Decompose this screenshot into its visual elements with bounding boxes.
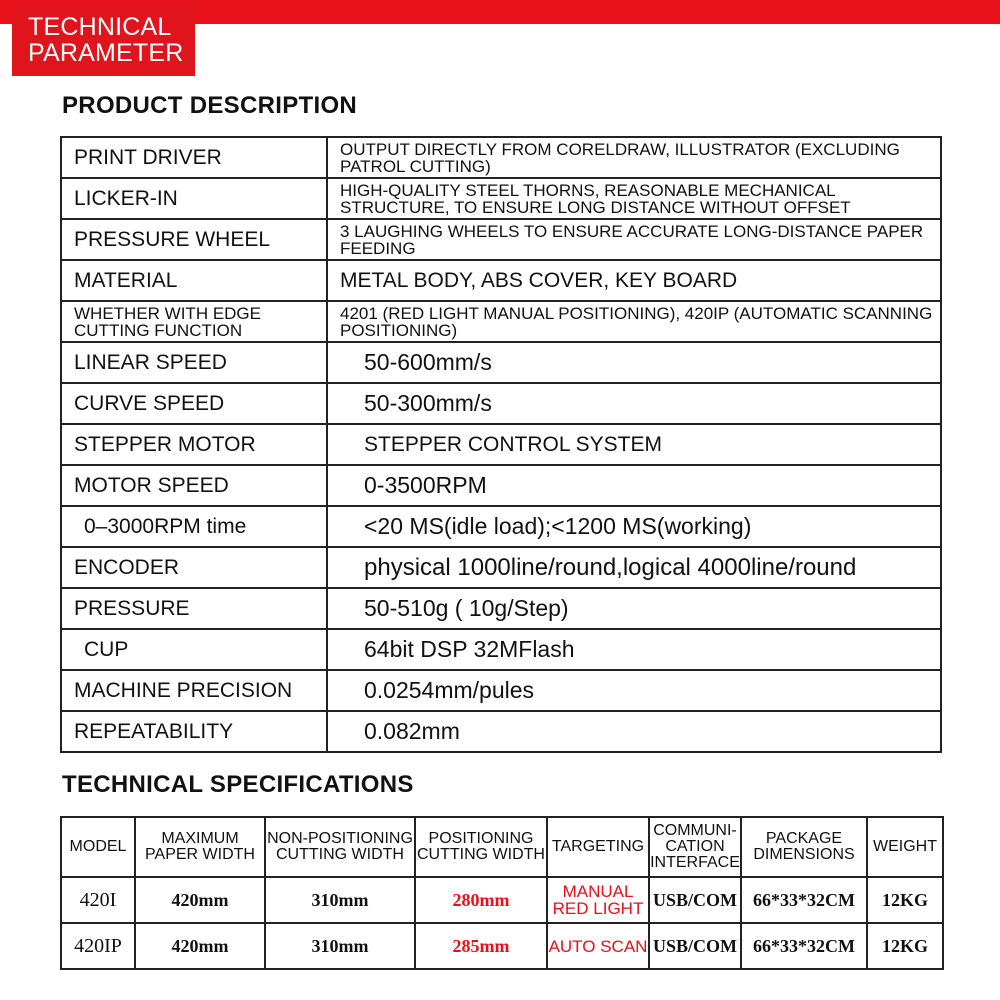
technical-specifications-title: TECHNICAL SPECIFICATIONS	[62, 771, 414, 798]
column-header: PACKAGE DIMENSIONS	[741, 817, 867, 877]
cell-model: 420IP	[61, 923, 135, 969]
table-row	[61, 547, 941, 588]
row-key: STEPPER MOTOR	[61, 424, 327, 465]
row-value: <20 MS(idle load);<1200 MS(working)	[327, 506, 941, 547]
row-key: ENCODER	[61, 547, 327, 588]
table-row	[61, 629, 941, 670]
cell-interface: USB/COM	[649, 923, 741, 969]
row-value: 50-510g ( 10g/Step)	[327, 588, 941, 629]
row-key: PRESSURE WHEEL	[61, 219, 327, 260]
row-key: MACHINE PRECISION	[61, 670, 327, 711]
row-value: METAL BODY, ABS COVER, KEY BOARD	[327, 260, 941, 301]
table-row	[61, 383, 941, 424]
row-key: WHETHER WITH EDGE CUTTING FUNCTION	[61, 301, 327, 342]
table-row	[61, 588, 941, 629]
row-value: STEPPER CONTROL SYSTEM	[327, 424, 941, 465]
table-row	[61, 506, 941, 547]
table-row	[61, 260, 941, 301]
product-description-table	[60, 136, 942, 753]
table-row	[61, 301, 941, 342]
column-header: TARGETING	[547, 817, 649, 877]
cell-positioning-width: 285mm	[415, 923, 547, 969]
table-row	[61, 424, 941, 465]
table-row	[61, 877, 943, 923]
table-row	[61, 178, 941, 219]
column-header: POSITIONING CUTTING WIDTH	[415, 817, 547, 877]
row-value: 4201 (RED LIGHT MANUAL POSITIONING), 420IP (AUTOMATIC SCANNING POSITIONING)	[327, 301, 941, 342]
cell-model: 420I	[61, 877, 135, 923]
row-value: 0-3500RPM	[327, 465, 941, 506]
header-row	[61, 817, 943, 877]
row-key: PRESSURE	[61, 588, 327, 629]
row-value: HIGH-QUALITY STEEL THORNS, REASONABLE MECHANICAL STRUCTURE, TO ENSURE LONG DISTANCE WITHOUT OFFSET	[327, 178, 941, 219]
table-row	[61, 711, 941, 752]
row-key: LICKER-IN	[61, 178, 327, 219]
cell-package-dimensions: 66*33*32CM	[741, 877, 867, 923]
cell-targeting: MANUAL RED LIGHT	[547, 877, 649, 923]
row-value: physical 1000line/round,logical 4000line/round	[327, 547, 941, 588]
row-key: MATERIAL	[61, 260, 327, 301]
row-key: CURVE SPEED	[61, 383, 327, 424]
product-description-title: PRODUCT DESCRIPTION	[62, 92, 358, 119]
row-key: CUP	[61, 629, 327, 670]
cell-non-positioning-width: 310mm	[265, 923, 415, 969]
row-value: 50-300mm/s	[327, 383, 941, 424]
table-row	[61, 342, 941, 383]
row-value: 64bit DSP 32MFlash	[327, 629, 941, 670]
cell-max-paper-width: 420mm	[135, 877, 265, 923]
table-row	[61, 219, 941, 260]
cell-targeting: AUTO SCAN	[547, 923, 649, 969]
banner-line-1: TECHNICAL	[28, 13, 172, 41]
technical-parameter-banner	[12, 4, 195, 76]
cell-package-dimensions: 66*33*32CM	[741, 923, 867, 969]
cell-interface: USB/COM	[649, 877, 741, 923]
table-row	[61, 923, 943, 969]
cell-positioning-width: 280mm	[415, 877, 547, 923]
technical-specifications-table	[60, 816, 944, 970]
column-header: MAXIMUM PAPER WIDTH	[135, 817, 265, 877]
row-key: REPEATABILITY	[61, 711, 327, 752]
row-value: 0.0254mm/pules	[327, 670, 941, 711]
table-row	[61, 465, 941, 506]
row-key: LINEAR SPEED	[61, 342, 327, 383]
table-row	[61, 137, 941, 178]
row-value: 0.082mm	[327, 711, 941, 752]
table-row	[61, 670, 941, 711]
column-header: WEIGHT	[867, 817, 943, 877]
cell-non-positioning-width: 310mm	[265, 877, 415, 923]
row-key: PRINT DRIVER	[61, 137, 327, 178]
row-key: MOTOR SPEED	[61, 465, 327, 506]
cell-max-paper-width: 420mm	[135, 923, 265, 969]
row-value: 50-600mm/s	[327, 342, 941, 383]
row-key: 0–3000RPM time	[61, 506, 327, 547]
cell-weight: 12KG	[867, 877, 943, 923]
column-header: NON-POSITIONING CUTTING WIDTH	[265, 817, 415, 877]
column-header: COMMUNI-CATION INTERFACE	[649, 817, 741, 877]
cell-weight: 12KG	[867, 923, 943, 969]
banner-line-2: PARAMETER	[28, 39, 184, 67]
row-value: 3 LAUGHING WHEELS TO ENSURE ACCURATE LONG-DISTANCE PAPER FEEDING	[327, 219, 941, 260]
row-value: OUTPUT DIRECTLY FROM CORELDRAW, ILLUSTRATOR (EXCLUDING PATROL CUTTING)	[327, 137, 941, 178]
column-header: MODEL	[61, 817, 135, 877]
